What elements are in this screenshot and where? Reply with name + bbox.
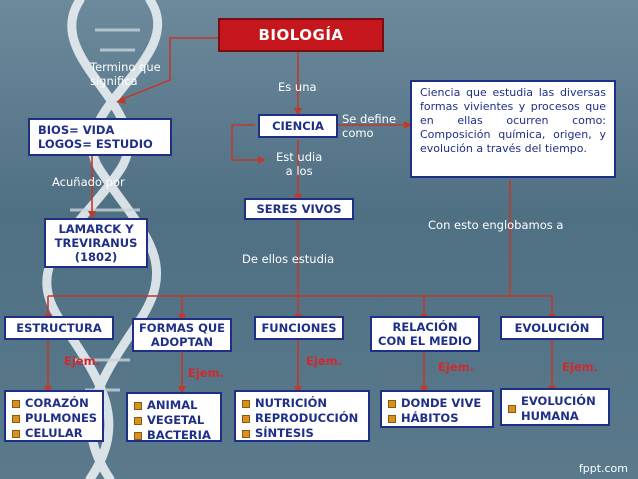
category-label: EVOLUCIÓN [514, 321, 590, 335]
list-item [508, 394, 602, 424]
examples-relacion [380, 390, 494, 428]
bullet-icon [12, 415, 20, 423]
box-bios-logos [28, 118, 172, 156]
category-estructura [4, 316, 114, 340]
example-text: SÍNTESIS [255, 426, 314, 440]
box-definition [410, 80, 616, 178]
list-item [12, 426, 96, 441]
category-label: FUNCIONES [261, 321, 337, 335]
bullet-icon [134, 417, 142, 425]
bullet-icon [388, 400, 396, 408]
label-acunado-por: Acuñado por [52, 175, 125, 189]
example-text: NUTRICIÓN [255, 396, 328, 410]
category-label: RELACIÓN CON EL MEDIO [378, 320, 472, 348]
label-de-ellos-estudia: De ellos estudia [242, 252, 335, 266]
category-evolucion [500, 316, 604, 340]
example-text: EVOLUCIÓN HUMANA [521, 394, 596, 423]
label-se-define-como: Se define como [342, 112, 397, 140]
examples-evolucion [500, 388, 610, 426]
label-termino-que-significa: Termino que significa [90, 60, 161, 88]
examples-estructura [4, 390, 104, 442]
title-text: BIOLOGÍA [258, 26, 344, 44]
category-formas-que-adoptan [132, 318, 232, 352]
category-label: ESTRUCTURA [16, 321, 102, 335]
example-text: HÁBITOS [401, 411, 459, 425]
example-text: ANIMAL [147, 398, 198, 412]
label-con-esto-englobamos: Con esto englobamos a [428, 218, 564, 232]
label-estudia-a-los: Est udia a los [276, 150, 323, 178]
example-text: REPRODUCCIÓN [255, 411, 359, 425]
example-text: DONDE VIVE [401, 396, 482, 410]
seres-vivos-text: SERES VIVOS [256, 202, 342, 216]
list-item [134, 413, 214, 428]
list-item [242, 426, 362, 441]
list-item [388, 411, 486, 426]
bullet-icon [242, 430, 250, 438]
label-ejem: Ejem. [188, 366, 224, 380]
label-es-una: Es una [278, 80, 317, 94]
list-item [242, 411, 362, 426]
example-text: BACTERIA [147, 428, 211, 442]
box-lamarck-treviranus [44, 218, 148, 268]
bullet-icon [134, 402, 142, 410]
label-ejem: Ejem. [562, 360, 598, 374]
list-item [242, 396, 362, 411]
examples-formas [126, 392, 222, 442]
list-item [12, 396, 96, 411]
bios-logos-text: BIOS= VIDA LOGOS= ESTUDIO [38, 123, 153, 151]
example-text: VEGETAL [147, 413, 205, 427]
bullet-icon [242, 415, 250, 423]
ciencia-text: CIENCIA [272, 119, 324, 133]
lamarck-text: LAMARCK Y TREVIRANUS (1802) [54, 222, 138, 264]
bullet-icon [12, 430, 20, 438]
title-biologia [218, 18, 384, 52]
label-ejem: Ejem. [64, 354, 100, 368]
bullet-icon [134, 432, 142, 440]
definition-text: Ciencia que estudia las diversas formas vivientes y procesos que en ellas ocurren como: Composición química, origen, y evolución a través del tiempo. [420, 86, 606, 155]
examples-funciones [234, 390, 370, 442]
bullet-icon [388, 415, 396, 423]
list-item [388, 396, 486, 411]
category-relacion-con-el-medio [370, 316, 480, 352]
label-ejem: Ejem. [306, 354, 342, 368]
list-item [134, 428, 214, 443]
bullet-icon [508, 405, 516, 413]
example-text: CELULAR [25, 426, 83, 440]
category-label: FORMAS QUE ADOPTAN [138, 321, 226, 349]
footer-brand: fppt.com [578, 462, 628, 475]
label-ejem: Ejem. [438, 360, 474, 374]
box-seres-vivos [244, 198, 354, 220]
list-item [134, 398, 214, 413]
bullet-icon [12, 400, 20, 408]
example-text: CORAZÓN [25, 396, 89, 410]
example-text: PULMONES [25, 411, 98, 425]
bullet-icon [242, 400, 250, 408]
list-item [12, 411, 96, 426]
box-ciencia [258, 114, 338, 138]
category-funciones [254, 316, 344, 340]
